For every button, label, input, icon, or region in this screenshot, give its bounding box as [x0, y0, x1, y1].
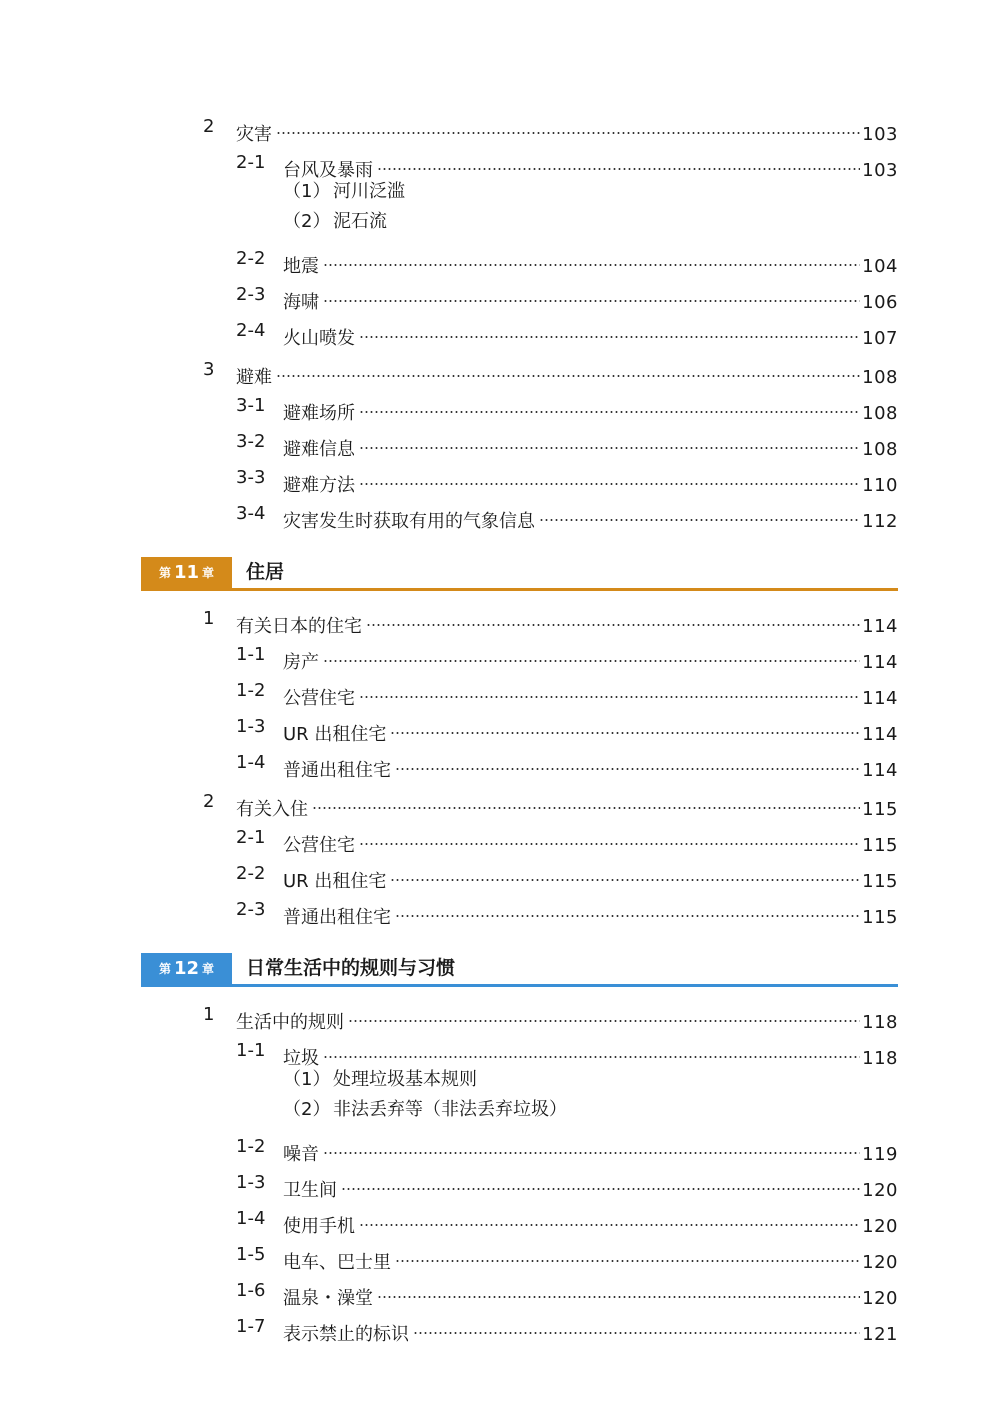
entry-number: 1-2 [236, 1136, 266, 1157]
toc-entry[interactable] [0, 429, 992, 460]
entry-number: 2-3 [236, 899, 266, 920]
toc-entry[interactable] [0, 318, 992, 349]
entry-page: 107 [862, 328, 898, 349]
chapter-badge [141, 953, 232, 984]
entry-title: 普通出租住宅 [283, 760, 391, 781]
toc-entry[interactable] [0, 1170, 992, 1201]
toc-entry[interactable] [0, 1038, 992, 1069]
entry-title: 避难 [236, 367, 272, 388]
toc-subitem [283, 179, 405, 205]
entry-title: 使用手机 [283, 1216, 355, 1237]
entry-number: 2-3 [236, 284, 266, 305]
entry-title: 房产 [283, 652, 319, 673]
entry-number: 1-6 [236, 1280, 266, 1301]
toc-entry[interactable] [0, 150, 992, 181]
toc-entry[interactable] [0, 897, 992, 928]
toc-entry[interactable] [0, 114, 992, 145]
dot-leader [348, 1002, 860, 1028]
toc-entry[interactable] [0, 465, 992, 496]
entry-title: 火山喷发 [283, 328, 355, 349]
entry-title: 噪音 [283, 1144, 319, 1165]
chapter-title: 住居 [246, 561, 285, 583]
toc-entry[interactable] [0, 1134, 992, 1165]
entry-number: 2-2 [236, 248, 266, 269]
dot-leader [323, 1038, 860, 1064]
toc-entry[interactable] [0, 678, 992, 709]
entry-page: 118 [862, 1048, 898, 1069]
dot-leader [312, 789, 860, 815]
entry-title: 温泉・澡堂 [283, 1288, 373, 1309]
entry-number: 3-4 [236, 503, 266, 524]
entry-number: 1-1 [236, 644, 266, 665]
dot-leader [276, 357, 860, 383]
subitem-text: 泥石流 [333, 211, 387, 232]
dot-leader [395, 897, 860, 923]
entry-number: 1-3 [236, 1172, 266, 1193]
entry-page: 114 [862, 616, 898, 637]
entry-number: 1 [203, 1004, 215, 1025]
entry-page: 114 [862, 760, 898, 781]
entry-title: 电车、巴士里 [283, 1252, 391, 1273]
chapter-number: 11 [173, 562, 200, 583]
toc-entry[interactable] [0, 1278, 992, 1309]
entry-page: 110 [862, 475, 898, 496]
toc-entry[interactable] [0, 606, 992, 637]
entry-page: 112 [862, 511, 898, 532]
chapter-badge [141, 557, 232, 588]
dot-leader [390, 861, 860, 887]
entry-page: 108 [862, 439, 898, 460]
entry-page: 121 [862, 1324, 898, 1345]
entry-title: 避难场所 [283, 403, 355, 424]
toc-entry[interactable] [0, 1206, 992, 1237]
entry-number: 3-2 [236, 431, 266, 452]
entry-number: 1-2 [236, 680, 266, 701]
toc-entry[interactable] [0, 642, 992, 673]
dot-leader [359, 678, 860, 704]
entry-number: 1 [203, 608, 215, 629]
subitem-index: （2） [283, 1099, 331, 1120]
toc-entry[interactable] [0, 1002, 992, 1033]
chapter-number: 12 [173, 958, 200, 979]
toc-subitem [283, 1097, 567, 1123]
dot-leader [413, 1314, 860, 1340]
entry-page: 115 [862, 907, 898, 928]
entry-title: 灾害发生时获取有用的气象信息 [283, 511, 535, 532]
subitem-index: （1） [283, 181, 331, 202]
entry-page: 115 [862, 835, 898, 856]
chapter-suffix: 章 [202, 962, 215, 976]
entry-page: 114 [862, 652, 898, 673]
entry-title: 垃圾 [283, 1048, 319, 1069]
entry-title: 公营住宅 [283, 835, 355, 856]
entry-title: 表示禁止的标识 [283, 1324, 409, 1345]
toc-entry[interactable] [0, 282, 992, 313]
toc-entry[interactable] [0, 750, 992, 781]
dot-leader [377, 150, 860, 176]
entry-number: 1-5 [236, 1244, 266, 1265]
subitem-index: （2） [283, 211, 331, 232]
dot-leader [359, 465, 860, 491]
entry-title: 避难方法 [283, 475, 355, 496]
entry-page: 120 [862, 1252, 898, 1273]
entry-page: 115 [862, 871, 898, 892]
dot-leader [359, 393, 860, 419]
toc-entry[interactable] [0, 246, 992, 277]
entry-number: 1-4 [236, 1208, 266, 1229]
dot-leader [377, 1278, 860, 1304]
dot-leader [539, 501, 860, 527]
subitem-text: 处理垃圾基本规则 [333, 1069, 477, 1090]
entry-title: 公营住宅 [283, 688, 355, 709]
chapter-prefix: 第 [158, 962, 171, 976]
entry-page: 120 [862, 1288, 898, 1309]
dot-leader [323, 246, 860, 272]
dot-leader [323, 282, 860, 308]
entry-title: 生活中的规则 [236, 1012, 344, 1033]
entry-page: 114 [862, 688, 898, 709]
entry-title: 有关日本的住宅 [236, 616, 362, 637]
entry-title: 有关入住 [236, 799, 308, 820]
dot-leader [359, 429, 860, 455]
entry-number: 2-1 [236, 152, 266, 173]
entry-title: UR 出租住宅 [283, 724, 387, 745]
dot-leader [359, 318, 860, 344]
entry-number: 1-4 [236, 752, 266, 773]
entry-number: 3 [203, 359, 215, 380]
entry-title: 灾害 [236, 124, 272, 145]
entry-number: 1-7 [236, 1316, 266, 1337]
dot-leader [276, 114, 860, 140]
dot-leader [359, 1206, 860, 1232]
entry-title: UR 出租住宅 [283, 871, 387, 892]
dot-leader [359, 825, 860, 851]
toc-subitem [283, 209, 387, 235]
entry-number: 2-4 [236, 320, 266, 341]
entry-number: 2 [203, 116, 215, 137]
entry-page: 108 [862, 367, 898, 388]
toc-entry[interactable] [0, 501, 992, 532]
dot-leader [395, 1242, 860, 1268]
chapter-12-header[interactable] [141, 953, 898, 987]
entry-page: 115 [862, 799, 898, 820]
chapter-11-header[interactable] [141, 557, 898, 591]
toc-entry[interactable] [0, 825, 992, 856]
dot-leader [323, 1134, 860, 1160]
dot-leader [341, 1170, 860, 1196]
entry-page: 103 [862, 160, 898, 181]
toc-entry[interactable] [0, 1242, 992, 1273]
entry-title: 避难信息 [283, 439, 355, 460]
chapter-title: 日常生活中的规则与习惯 [246, 957, 456, 979]
entry-page: 120 [862, 1180, 898, 1201]
entry-title: 地震 [283, 256, 319, 277]
entry-number: 3-3 [236, 467, 266, 488]
chapter-rule [141, 588, 898, 591]
subitem-text: 非法丢弃等（非法丢弃垃圾） [333, 1099, 567, 1120]
dot-leader [390, 714, 860, 740]
entry-page: 114 [862, 724, 898, 745]
toc-entry[interactable] [0, 861, 992, 892]
toc-entry[interactable] [0, 714, 992, 745]
toc-subitem [283, 1067, 477, 1093]
dot-leader [395, 750, 860, 776]
entry-number: 1-1 [236, 1040, 266, 1061]
entry-page: 120 [862, 1216, 898, 1237]
entry-title: 普通出租住宅 [283, 907, 391, 928]
entry-page: 118 [862, 1012, 898, 1033]
entry-number: 3-1 [236, 395, 266, 416]
dot-leader [323, 642, 860, 668]
entry-page: 119 [862, 1144, 898, 1165]
toc-entry[interactable] [0, 357, 992, 388]
chapter-rule [141, 984, 898, 987]
entry-page: 106 [862, 292, 898, 313]
entry-title: 卫生间 [283, 1180, 337, 1201]
entry-title: 台风及暴雨 [283, 160, 373, 181]
entry-number: 2 [203, 791, 215, 812]
subitem-index: （1） [283, 1069, 331, 1090]
entry-number: 2-2 [236, 863, 266, 884]
toc-entry[interactable] [0, 393, 992, 424]
entry-page: 108 [862, 403, 898, 424]
entry-number: 2-1 [236, 827, 266, 848]
chapter-prefix: 第 [158, 566, 171, 580]
entry-page: 104 [862, 256, 898, 277]
entry-number: 1-3 [236, 716, 266, 737]
entry-page: 103 [862, 124, 898, 145]
dot-leader [366, 606, 860, 632]
subitem-text: 河川泛滥 [333, 181, 405, 202]
entry-title: 海啸 [283, 292, 319, 313]
chapter-suffix: 章 [202, 566, 215, 580]
toc-entry[interactable] [0, 789, 992, 820]
toc-entry[interactable] [0, 1314, 992, 1345]
